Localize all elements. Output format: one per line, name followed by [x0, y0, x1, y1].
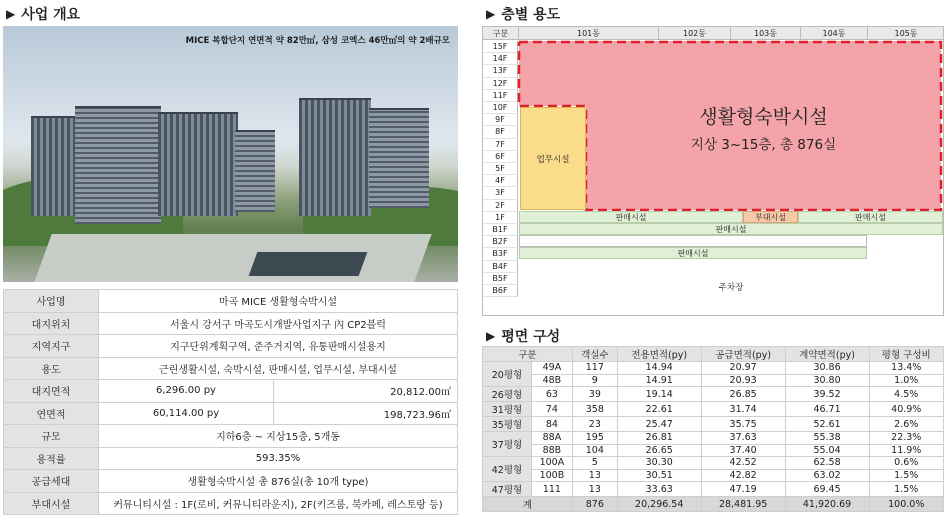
unit-table-body	[483, 362, 944, 497]
unit-exclusive-cell: 26.65	[617, 444, 701, 457]
unit-contract-cell: 55.38	[785, 432, 869, 445]
floor-label: 2F	[483, 200, 518, 212]
unit-contract-cell: 39.52	[785, 387, 869, 402]
table-row: 대지위치 서울시 강서구 마곡도시개발사업지구 內 CP2블럭	[4, 312, 458, 335]
unit-supply-cell: 42.82	[701, 469, 785, 482]
floor-label: 9F	[483, 114, 518, 126]
unit-supply-cell: 31.74	[701, 402, 785, 417]
unit-ratio-cell: 2.6%	[869, 417, 944, 432]
unit-type-cell: 88B	[531, 444, 572, 457]
floor-label: 14F	[483, 53, 518, 65]
table-row: 지역지구 지구단위계획구역, 준주거지역, 유통판매시설용지	[4, 335, 458, 358]
floor-label: 11F	[483, 90, 518, 102]
unit-exclusive-cell: 33.63	[617, 482, 701, 497]
unit-ratio-cell: 13.4%	[869, 362, 944, 375]
unit-exclusive-cell: 14.91	[617, 374, 701, 387]
units-heading: ▶ 평면 구성	[486, 329, 561, 345]
unit-type-cell: 88A	[531, 432, 572, 445]
table-header-row: 구분 객실수 전용면적(py) 공급면적(py) 계약면적(py) 평형 구성비	[483, 347, 944, 362]
unit-exclusive-cell: 30.51	[617, 469, 701, 482]
unit-type-cell: 74	[531, 402, 572, 417]
unit-rooms-cell: 23	[572, 417, 617, 432]
floor-label: 10F	[483, 102, 518, 114]
floor-label: 5F	[483, 163, 518, 175]
unit-type-cell: 100B	[531, 469, 572, 482]
floor-label: 13F	[483, 65, 518, 77]
unit-group-cell: 42평형	[483, 457, 532, 482]
unit-contract-cell: 62.58	[785, 457, 869, 470]
unit-rooms-cell: 39	[572, 387, 617, 402]
unit-ratio-cell: 22.3%	[869, 432, 944, 445]
retail-zone-2f-right: 판매시설	[798, 211, 943, 223]
building-101: 101동	[518, 27, 658, 40]
table-row	[483, 469, 944, 482]
unit-ratio-cell: 1.5%	[869, 469, 944, 482]
unit-rooms-cell: 195	[572, 432, 617, 445]
building-shape	[158, 112, 238, 216]
unit-rooms-cell: 5	[572, 457, 617, 470]
unit-group-cell: 37평형	[483, 432, 532, 457]
residence-title: 생활형숙박시설	[699, 105, 828, 128]
unit-group-cell: 35평형	[483, 417, 532, 432]
unit-type-cell: 111	[531, 482, 572, 497]
building-shape	[235, 130, 275, 212]
table-row: 규모 지하6층 ~ 지상15층, 5개동	[4, 425, 458, 448]
table-row: 연면적 60,114.00 py 198,723.96㎡	[4, 402, 458, 425]
unit-contract-cell: 55.04	[785, 444, 869, 457]
building-shape	[75, 106, 161, 224]
building-shape	[31, 116, 79, 216]
table-row: 공급세대 생활형숙박시설 총 876실(총 10개 type)	[4, 470, 458, 493]
unit-rooms-cell: 13	[572, 482, 617, 497]
floor-label: 1F	[483, 212, 518, 224]
unit-contract-cell: 69.45	[785, 482, 869, 497]
unit-contract-cell: 52.61	[785, 417, 869, 432]
floor-label: B4F	[483, 261, 518, 273]
table-row	[483, 362, 944, 375]
unit-supply-cell: 20.97	[701, 362, 785, 375]
table-row	[483, 417, 944, 432]
unit-group-cell: 47평형	[483, 482, 532, 497]
unit-ratio-cell: 0.6%	[869, 457, 944, 470]
residence-sub: 지상 3~15층, 총 876실	[690, 136, 837, 153]
building-104: 104동	[800, 27, 867, 40]
unit-contract-cell: 46.71	[785, 402, 869, 417]
floor-label: 15F	[483, 41, 518, 53]
floor-label: B5F	[483, 273, 518, 285]
unit-table	[482, 346, 944, 512]
project-rendering-photo	[3, 26, 458, 282]
floor-use-diagram	[482, 26, 944, 316]
unit-ratio-cell: 1.0%	[869, 374, 944, 387]
unit-contract-cell: 63.02	[785, 469, 869, 482]
floor-label: B1F	[483, 224, 518, 236]
unit-exclusive-cell: 22.61	[617, 402, 701, 417]
unit-exclusive-cell: 26.81	[617, 432, 701, 445]
unit-supply-cell: 35.75	[701, 417, 785, 432]
unit-supply-cell: 26.85	[701, 387, 785, 402]
floor-use-heading: ▶ 층별 용도	[486, 7, 561, 23]
building-shape	[369, 108, 429, 208]
floor-label: 4F	[483, 175, 518, 187]
triangle-bullet-icon: ▶	[486, 7, 496, 21]
table-row	[483, 387, 944, 402]
unit-rooms-cell: 104	[572, 444, 617, 457]
floor-label: 6F	[483, 151, 518, 163]
unit-rooms-cell: 9	[572, 374, 617, 387]
unit-ratio-cell: 11.9%	[869, 444, 944, 457]
building-shape	[299, 98, 371, 216]
overview-heading: ▶ 사업 개요	[6, 7, 81, 23]
unit-group-cell: 31평형	[483, 402, 532, 417]
unit-contract-cell: 30.80	[785, 374, 869, 387]
retail-zone-2f-left: 판매시설	[519, 211, 743, 223]
floor-label: B6F	[483, 285, 518, 297]
triangle-bullet-icon: ▶	[486, 329, 496, 343]
unit-supply-cell: 47.19	[701, 482, 785, 497]
table-row	[483, 482, 944, 497]
unit-type-cell: 100A	[531, 457, 572, 470]
floor-label: 7F	[483, 139, 518, 151]
unit-rooms-cell: 117	[572, 362, 617, 375]
floor-label: B2F	[483, 236, 518, 248]
unit-type-cell: 84	[531, 417, 572, 432]
floor-label: 12F	[483, 78, 518, 90]
floor-label: 3F	[483, 187, 518, 199]
basement-b1f-zone	[519, 235, 867, 247]
ancillary-zone-2f: 부대시설	[743, 211, 798, 223]
table-row: 부대시설 커뮤니티시설 : 1F(로비, 커뮤니티라운지), 2F(키즈룸, 북카페, 레스토랑 등)	[4, 492, 458, 515]
parking-zone: 주차장	[519, 259, 943, 315]
table-row	[483, 402, 944, 417]
table-total-row: 계 876 20,296.54 28,481.95 41,920.69 100.0%	[483, 497, 944, 512]
unit-rooms-cell: 358	[572, 402, 617, 417]
unit-supply-cell: 20.93	[701, 374, 785, 387]
table-row: 용도 근린생활시설, 숙박시설, 판매시설, 업무시설, 부대시설	[4, 357, 458, 380]
triangle-bullet-icon: ▶	[6, 7, 16, 21]
unit-type-cell: 63	[531, 387, 572, 402]
unit-type-cell: 49A	[531, 362, 572, 375]
building-105: 105동	[867, 27, 944, 40]
unit-supply-cell: 37.40	[701, 444, 785, 457]
residence-label-block	[586, 97, 941, 157]
unit-supply-cell: 42.52	[701, 457, 785, 470]
unit-group-cell: 26평형	[483, 387, 532, 402]
table-row: 사업명 마곡 MICE 생활형숙박시설	[4, 290, 458, 313]
unit-group-cell: 20평형	[483, 362, 532, 387]
unit-contract-cell: 30.86	[785, 362, 869, 375]
table-row	[483, 374, 944, 387]
unit-ratio-cell: 1.5%	[869, 482, 944, 497]
unit-exclusive-cell: 25.47	[617, 417, 701, 432]
table-row	[483, 444, 944, 457]
table-row: 대지면적 6,296.00 py 20,812.00㎡	[4, 380, 458, 403]
water-shape	[249, 252, 368, 276]
unit-rooms-cell: 13	[572, 469, 617, 482]
plaza-shape	[34, 234, 431, 282]
floor-label: B3F	[483, 248, 518, 260]
corner-label: 구분	[492, 29, 509, 38]
overview-table	[3, 289, 458, 515]
office-zone: 업무시설	[520, 107, 586, 210]
unit-exclusive-cell: 30.30	[617, 457, 701, 470]
building-102: 102동	[658, 27, 730, 40]
unit-type-cell: 48B	[531, 374, 572, 387]
unit-supply-cell: 37.63	[701, 432, 785, 445]
unit-exclusive-cell: 19.14	[617, 387, 701, 402]
retail-zone-b2f: 판매시설	[519, 247, 867, 259]
table-row	[483, 432, 944, 445]
unit-exclusive-cell: 14.94	[617, 362, 701, 375]
unit-ratio-cell: 4.5%	[869, 387, 944, 402]
photo-caption: MICE 복합단지 연면적 약 82만㎡, 삼성 코엑스 46만㎡의 약 2배규모	[185, 36, 450, 46]
floor-label: 8F	[483, 126, 518, 138]
unit-ratio-cell: 40.9%	[869, 402, 944, 417]
table-row	[483, 457, 944, 470]
table-row: 용적률 593.35%	[4, 447, 458, 470]
retail-zone-1f: 판매시설	[519, 223, 943, 235]
building-103: 103동	[730, 27, 800, 40]
